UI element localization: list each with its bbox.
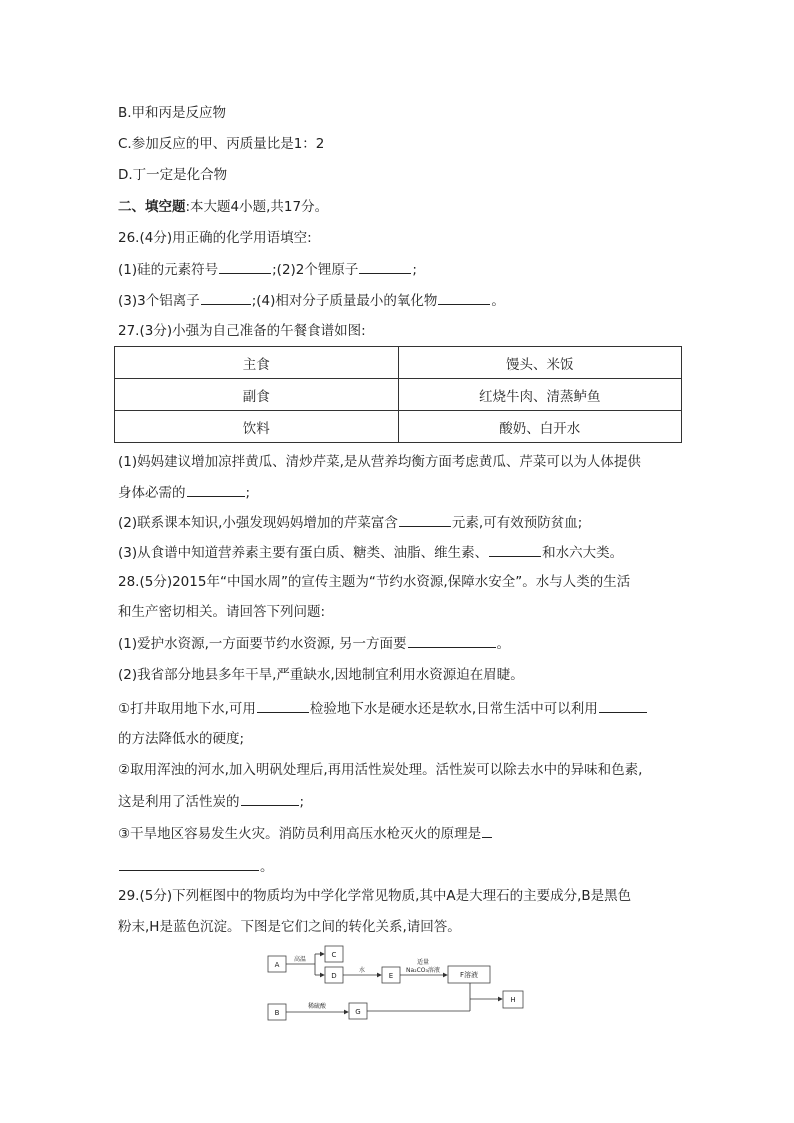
q27-s3: (3)从食谱中知道营养素主要有蛋白质、糖类、油脂、维生素、 和水六大类。 [118,542,623,562]
arrow-label-high-temp: 高温 [293,956,307,963]
answer-blank[interactable] [257,698,309,713]
option-d: D.丁一定是化合物 [118,167,228,183]
answer-blank[interactable] [599,698,647,713]
answer-blank[interactable] [399,512,451,527]
answer-blank[interactable] [408,633,496,648]
label-f: F溶液 [459,971,479,979]
lunch-menu-table [114,346,682,443]
table-cell: 红烧牛肉、清蒸鲈鱼 [398,379,682,411]
q28-c1c: 的方法降低水的硬度; [118,731,245,747]
q28-stem2: 和生产密切相关。请回答下列问题: [118,604,326,620]
label-d: D [331,972,337,980]
section-desc: :本大题4小题,共17分。 [185,199,329,215]
answer-blank[interactable] [119,856,259,871]
table-cell: 饮料 [115,411,399,443]
q28-c1: ①打井取用地下水,可用 检验地下水是硬水还是软水,日常生活中可以利用 [118,698,648,718]
q28-p1: (1)爱护水资源,一方面要节约水资源, 另一方面要 。 [118,633,510,653]
section-heading [118,197,328,217]
q29-stem2: 粉末,H是蓝色沉淀。下图是它们之间的转化关系,请回答。 [118,919,461,935]
answer-blank[interactable] [482,823,492,838]
q28-p2: (2)我省部分地县多年干旱,严重缺水,因地制宜利用水资源迫在眉睫。 [118,667,524,683]
arrow-label-h2so4: 稀硫酸 [307,1003,327,1010]
q28-c3b: 。 [118,856,274,876]
label-g: G [355,1008,361,1016]
arrow-label-water: 水 [358,967,366,974]
q27-s2: (2)联系课本知识,小强发现妈妈增加的芹菜富含 元素,可有效预防贫血; [118,512,582,532]
section-title: 二、填空题 [118,199,186,215]
answer-blank[interactable] [489,542,541,557]
label-c: C [331,951,337,959]
answer-blank[interactable] [219,259,271,274]
q28-c3a: ③干旱地区容易发生火灾。消防员利用高压水枪灭火的原理是 [118,823,493,843]
q28-stem1: 28.(5分)2015年“中国水周”的宣传主题为“节约水资源,保障水安全”。水与人类的生活 [118,574,631,590]
answer-blank[interactable] [187,482,245,497]
q27-stem: 27.(3分)小强为自己准备的午餐食谱如图: [118,323,366,339]
table-row [115,379,682,411]
table-row [115,411,682,443]
label-b: B [274,1009,280,1017]
q27-s1a: (1)妈妈建议增加凉拌黄瓜、清炒芹菜,是从营养均衡方面考虑黄瓜、芹菜可以为人体提供 [118,454,641,470]
q28-c2b: 这是利用了活性炭的 ; [118,791,304,811]
q26-stem: 26.(4分)用正确的化学用语填空: [118,230,312,246]
table-cell: 副食 [115,379,399,411]
q26-line1: (1)硅的元素符号 ;(2)2个锂原子 ; [118,259,417,279]
conversion-diagram [265,944,535,1024]
answer-blank[interactable] [201,290,251,305]
label-h: H [510,996,516,1004]
arrow-label-excess: 适量 [416,959,430,966]
answer-blank[interactable] [241,791,299,806]
table-cell: 酸奶、白开水 [398,411,682,443]
q29-stem1: 29.(5分)下列框图中的物质均为中学化学常见物质,其中A是大理石的主要成分,B是黑色 [118,888,632,904]
label-a: A [274,961,280,969]
table-cell: 馒头、米饭 [398,347,682,379]
answer-blank[interactable] [438,290,490,305]
answer-blank[interactable] [359,259,411,274]
option-c: C.参加反应的甲、丙质量比是1：2 [118,136,325,152]
q28-c2a: ②取用浑浊的河水,加入明矾处理后,再用活性炭处理。活性炭可以除去水中的异味和色素, [118,762,643,778]
option-b: B.甲和丙是反应物 [118,105,227,121]
q27-s1b: 身体必需的 ; [118,482,250,502]
q26-line2: (3)3个铝离子 ;(4)相对分子质量最小的氧化物 。 [118,290,505,310]
table-row [115,347,682,379]
table-cell: 主食 [115,347,399,379]
label-e: E [388,972,394,980]
arrow-label-na2co3: Na₂CO₃溶液 [406,967,440,974]
